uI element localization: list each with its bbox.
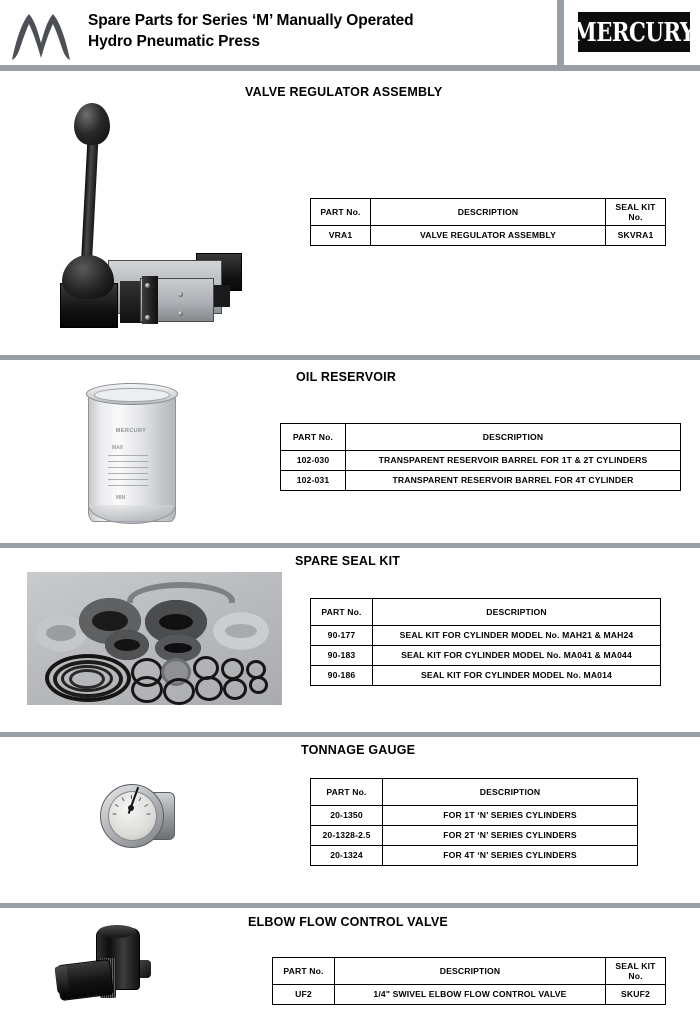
seal-oring bbox=[249, 676, 268, 694]
cell-part-no: 102-030 bbox=[281, 451, 346, 471]
cell-part-no: 20-1328-2.5 bbox=[311, 826, 383, 846]
section-divider bbox=[0, 903, 700, 908]
column-header-description: DESCRIPTION bbox=[373, 599, 661, 626]
cell-part-no: 90-177 bbox=[311, 626, 373, 646]
cell-description: FOR 1T ‘N’ SERIES CYLINDERS bbox=[383, 806, 638, 826]
column-header-part-no: PART No. bbox=[311, 599, 373, 626]
reservoir-scale-tick bbox=[108, 473, 148, 474]
column-header-description: DESCRIPTION bbox=[383, 779, 638, 806]
page-title bbox=[88, 10, 538, 52]
cell-description: SEAL KIT FOR CYLINDER MODEL No. MA014 bbox=[373, 666, 661, 686]
section-title-valve-regulator-assembly: VALVE REGULATOR ASSEMBLY bbox=[245, 85, 443, 99]
column-header-part-no: PART No. bbox=[273, 958, 335, 985]
valve-screw bbox=[145, 283, 150, 288]
seal-oring bbox=[221, 658, 244, 680]
page-title-line1: Spare Parts for Series ‘M’ Manually Operated bbox=[88, 12, 414, 29]
section-divider bbox=[0, 543, 700, 548]
column-header-seal-kit-line2: No. bbox=[628, 971, 643, 981]
column-header-seal-kit-no bbox=[606, 199, 666, 226]
column-header-seal-kit-line2: No. bbox=[628, 212, 643, 222]
seal-oring bbox=[195, 676, 223, 701]
cell-description: TRANSPARENT RESERVOIR BARREL FOR 4T CYLINDER bbox=[346, 471, 681, 491]
seal-ring bbox=[105, 630, 149, 660]
product-photo-spare-seal-kit bbox=[27, 572, 282, 705]
valve-lever-knob bbox=[74, 103, 110, 145]
cell-description: 1/4" SWIVEL ELBOW FLOW CONTROL VALVE bbox=[335, 985, 606, 1005]
section-title-elbow-flow-control-valve: ELBOW FLOW CONTROL VALVE bbox=[248, 915, 448, 929]
table-row bbox=[311, 846, 638, 866]
cell-part-no: UF2 bbox=[273, 985, 335, 1005]
cell-part-no: 102-031 bbox=[281, 471, 346, 491]
reservoir-rim-inner bbox=[94, 388, 170, 402]
column-header-description: DESCRIPTION bbox=[371, 199, 606, 226]
table-row bbox=[273, 985, 666, 1005]
table-row bbox=[311, 666, 661, 686]
cell-seal-kit-no: SKUF2 bbox=[606, 985, 666, 1005]
table-row bbox=[311, 226, 666, 246]
table-row bbox=[311, 626, 661, 646]
section-title-oil-reservoir: OIL RESERVOIR bbox=[296, 370, 397, 384]
table-row bbox=[281, 471, 681, 491]
cell-description: SEAL KIT FOR CYLINDER MODEL No. MA041 & MA044 bbox=[373, 646, 661, 666]
reservoir-scale-tick bbox=[108, 461, 148, 462]
cell-description: TRANSPARENT RESERVOIR BARREL FOR 1T & 2T CYLINDERS bbox=[346, 451, 681, 471]
table-row bbox=[311, 826, 638, 846]
seal-oring bbox=[131, 676, 163, 703]
reservoir-scale-tick bbox=[108, 467, 148, 468]
reservoir-scale-tick bbox=[108, 479, 148, 480]
mercury-m-logo-icon bbox=[10, 10, 72, 62]
section-divider bbox=[0, 355, 700, 360]
table-row bbox=[311, 806, 638, 826]
brand-logo-text: MERCURY bbox=[573, 16, 695, 48]
column-header-seal-kit-line1: SEAL KIT bbox=[615, 960, 656, 971]
cell-part-no: 90-186 bbox=[311, 666, 373, 686]
column-header-seal-kit-no bbox=[606, 958, 666, 985]
elbow-valve-cap bbox=[98, 925, 136, 938]
column-header-description: DESCRIPTION bbox=[335, 958, 606, 985]
parts-table-elbow-flow-control-valve bbox=[272, 957, 666, 1005]
cell-part-no: 90-183 bbox=[311, 646, 373, 666]
header-bottom-rule bbox=[0, 65, 700, 71]
seal-ring bbox=[213, 612, 269, 650]
valve-lever-shaft bbox=[81, 140, 99, 270]
reservoir-barrel bbox=[88, 390, 176, 522]
table-row bbox=[311, 646, 661, 666]
reservoir-brand-marking: MERCURY bbox=[115, 428, 147, 434]
seal-oring bbox=[223, 678, 247, 700]
table-header-row bbox=[311, 779, 638, 806]
gauge-tick bbox=[113, 814, 117, 815]
section-title-spare-seal-kit: SPARE SEAL KIT bbox=[295, 554, 401, 568]
column-header-seal-kit-line1: SEAL KIT bbox=[615, 201, 656, 212]
parts-table-oil-reservoir bbox=[280, 423, 681, 491]
reservoir-scale-tick bbox=[108, 485, 148, 486]
gauge-needle-hub bbox=[128, 805, 134, 811]
column-header-part-no: PART No. bbox=[281, 424, 346, 451]
column-header-part-no: PART No. bbox=[311, 199, 371, 226]
section-title-tonnage-gauge: TONNAGE GAUGE bbox=[301, 743, 416, 757]
table-header-row bbox=[311, 599, 661, 626]
valve-screw bbox=[145, 315, 150, 320]
gauge-tick bbox=[147, 814, 151, 815]
parts-table-spare-seal-kit bbox=[310, 598, 661, 686]
parts-table-tonnage-gauge bbox=[310, 778, 638, 866]
cell-part-no: VRA1 bbox=[311, 226, 371, 246]
table-header-row bbox=[281, 424, 681, 451]
parts-table-valve-regulator-assembly bbox=[310, 198, 666, 246]
cell-part-no: 20-1324 bbox=[311, 846, 383, 866]
cell-description: FOR 2T ‘N’ SERIES CYLINDERS bbox=[383, 826, 638, 846]
table-header-row bbox=[311, 199, 666, 226]
cell-seal-kit-no: SKVRA1 bbox=[606, 226, 666, 246]
page-header bbox=[0, 0, 700, 70]
table-header-row bbox=[273, 958, 666, 985]
cell-part-no: 20-1350 bbox=[311, 806, 383, 826]
section-divider bbox=[0, 732, 700, 737]
reservoir-scale-tick bbox=[108, 455, 148, 456]
cell-description: VALVE REGULATOR ASSEMBLY bbox=[371, 226, 606, 246]
page-title-line2: Hydro Pneumatic Press bbox=[88, 33, 260, 50]
cell-description: FOR 4T ‘N’ SERIES CYLINDERS bbox=[383, 846, 638, 866]
cell-description: SEAL KIT FOR CYLINDER MODEL No. MAH21 & MAH24 bbox=[373, 626, 661, 646]
seal-oring bbox=[163, 678, 195, 705]
column-header-part-no: PART No. bbox=[311, 779, 383, 806]
table-row bbox=[281, 451, 681, 471]
brand-logo bbox=[573, 12, 695, 52]
seal-oring bbox=[69, 669, 105, 689]
reservoir-max-marking: MAX bbox=[112, 445, 124, 451]
column-header-description: DESCRIPTION bbox=[346, 424, 681, 451]
valve-screw bbox=[178, 292, 183, 297]
header-vertical-divider bbox=[557, 0, 564, 70]
reservoir-min-marking: MIN bbox=[116, 495, 126, 501]
valve-screw bbox=[178, 311, 183, 316]
valve-lever-boot bbox=[62, 255, 114, 299]
